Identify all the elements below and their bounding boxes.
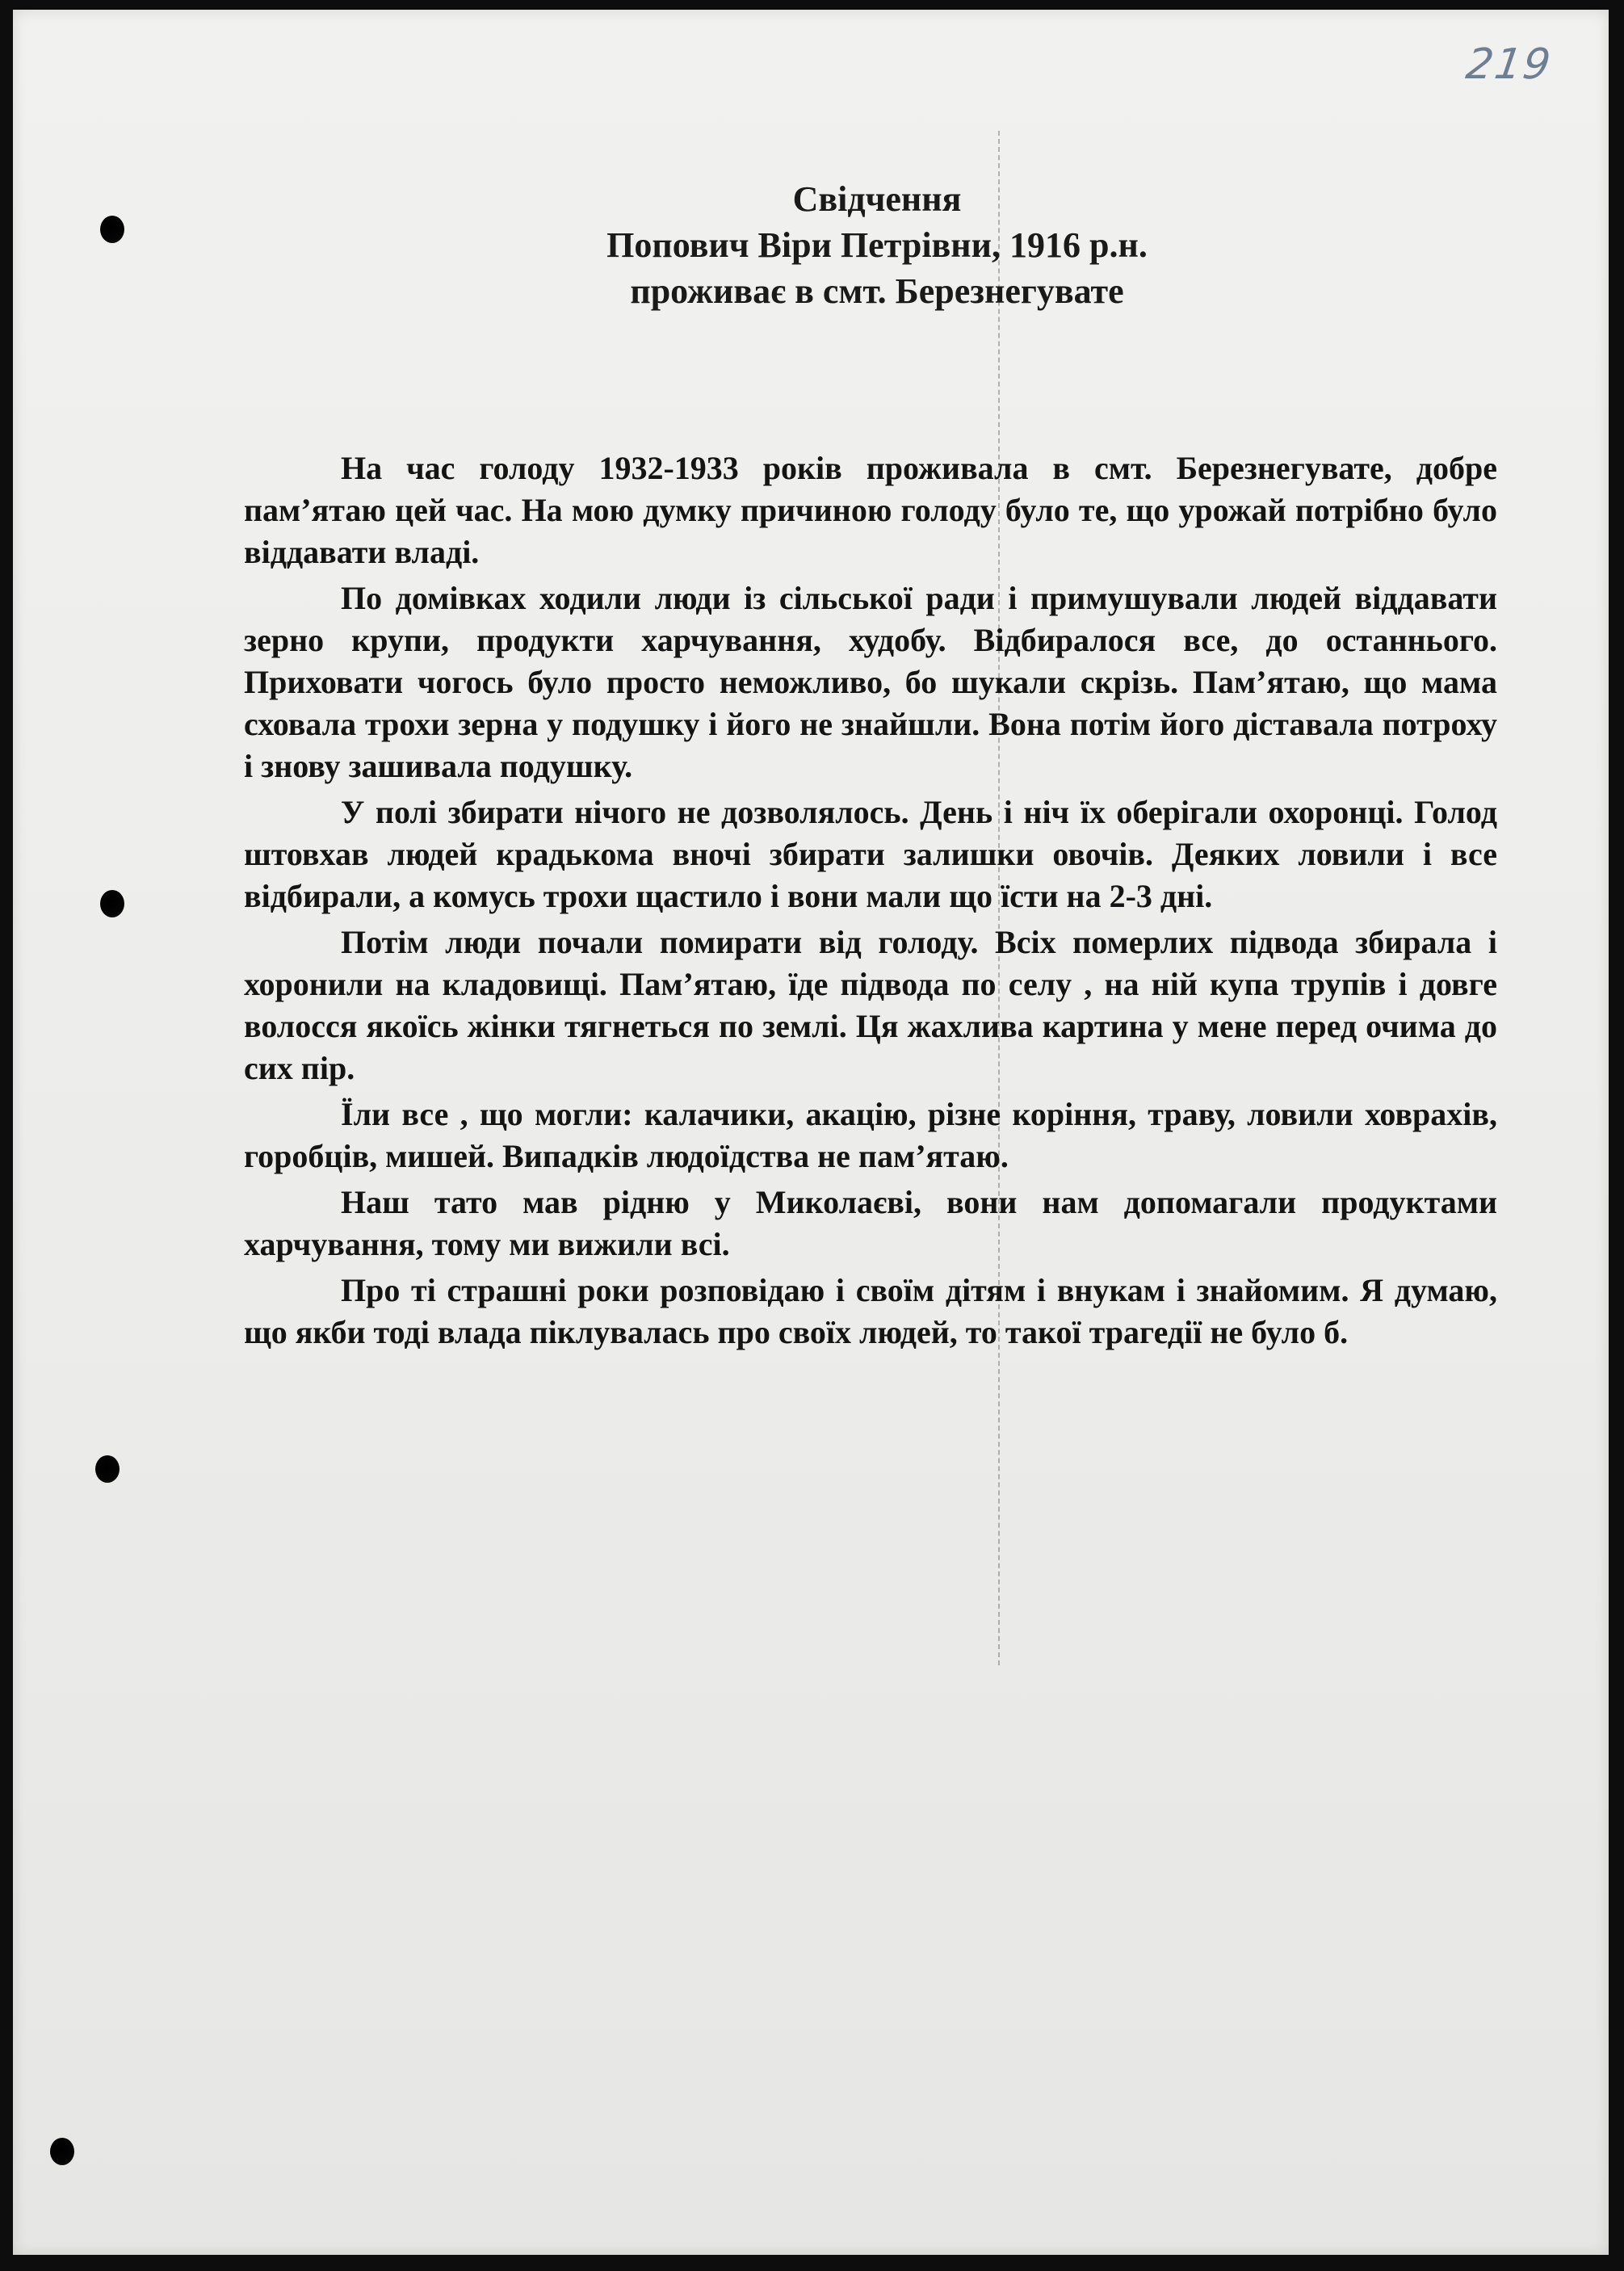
paragraph: Про ті страшні роки розповідаю і своїм дітям і внукам і знайомим. Я думаю, що якби тоді влада піклувалась про своїх людей, то такої трагедії не було б. xyxy=(244,1272,1497,1350)
title-line-1: Свідчення xyxy=(792,179,962,219)
punch-hole xyxy=(100,890,124,917)
paragraph: По домівках ходили люди із сільської ради і примушували людей віддавати зерно крупи, продукти харчування, худобу. Відбиралося все, до останнього. Приховати чогось було просто неможливо, бо шукали скрізь. Пам’ятаю, що мама сховала трохи зерна у подушку і його не знайшли. Вона потім його діставала потроху і знову зашивала подушку. xyxy=(244,580,1497,784)
punch-hole xyxy=(100,216,124,243)
paragraph: Їли все , що могли: калачики, акацію, різне коріння, траву, ловили ховрахів, горобців, мишей. Випадків людоїдства не пам’ятаю. xyxy=(244,1096,1497,1174)
paragraph: Наш тато мав рідню у Миколаєві, вони нам допомагали продуктами харчування, тому ми вижили всі. xyxy=(244,1184,1497,1262)
document-title xyxy=(255,176,1499,314)
paragraph: У полі збирати нічого не дозволялось. День і ніч їх оберігали охоронці. Голод штовхав людей крадькома вночі збирати залишки овочів. Деяких ловили і все відбирали, а комусь трохи щастило і вони мали що їсти на 2-3 дні. xyxy=(244,794,1497,914)
paper-sheet xyxy=(13,10,1609,2255)
paragraph: На час голоду 1932-1933 років проживала в смт. Березнегувате, добре пам’ятаю цей час. На мою думку причиною голоду було те, що урожай потрібно було віддавати владі. xyxy=(244,450,1497,570)
title-line-2: Попович Віри Петрівни, 1916 р.н. xyxy=(606,225,1148,265)
paragraph: Потім люди почали помирати від голоду. Всіх померлих підвода збирала і хоронили на кладовищі. Пам’ятаю, їде підвода по селу , на ній купа трупів і довге волосся якоїсь жінки тягнеться по землі. Ця жахлива картина у мене перед очима до сих пір. xyxy=(244,924,1497,1086)
punch-hole xyxy=(95,1455,120,1483)
testimony-body xyxy=(244,447,1497,1358)
punch-hole xyxy=(50,2138,74,2165)
title-line-3: проживає в смт. Березнегувате xyxy=(630,271,1124,311)
archive-page-number: 219 xyxy=(1462,40,1555,89)
